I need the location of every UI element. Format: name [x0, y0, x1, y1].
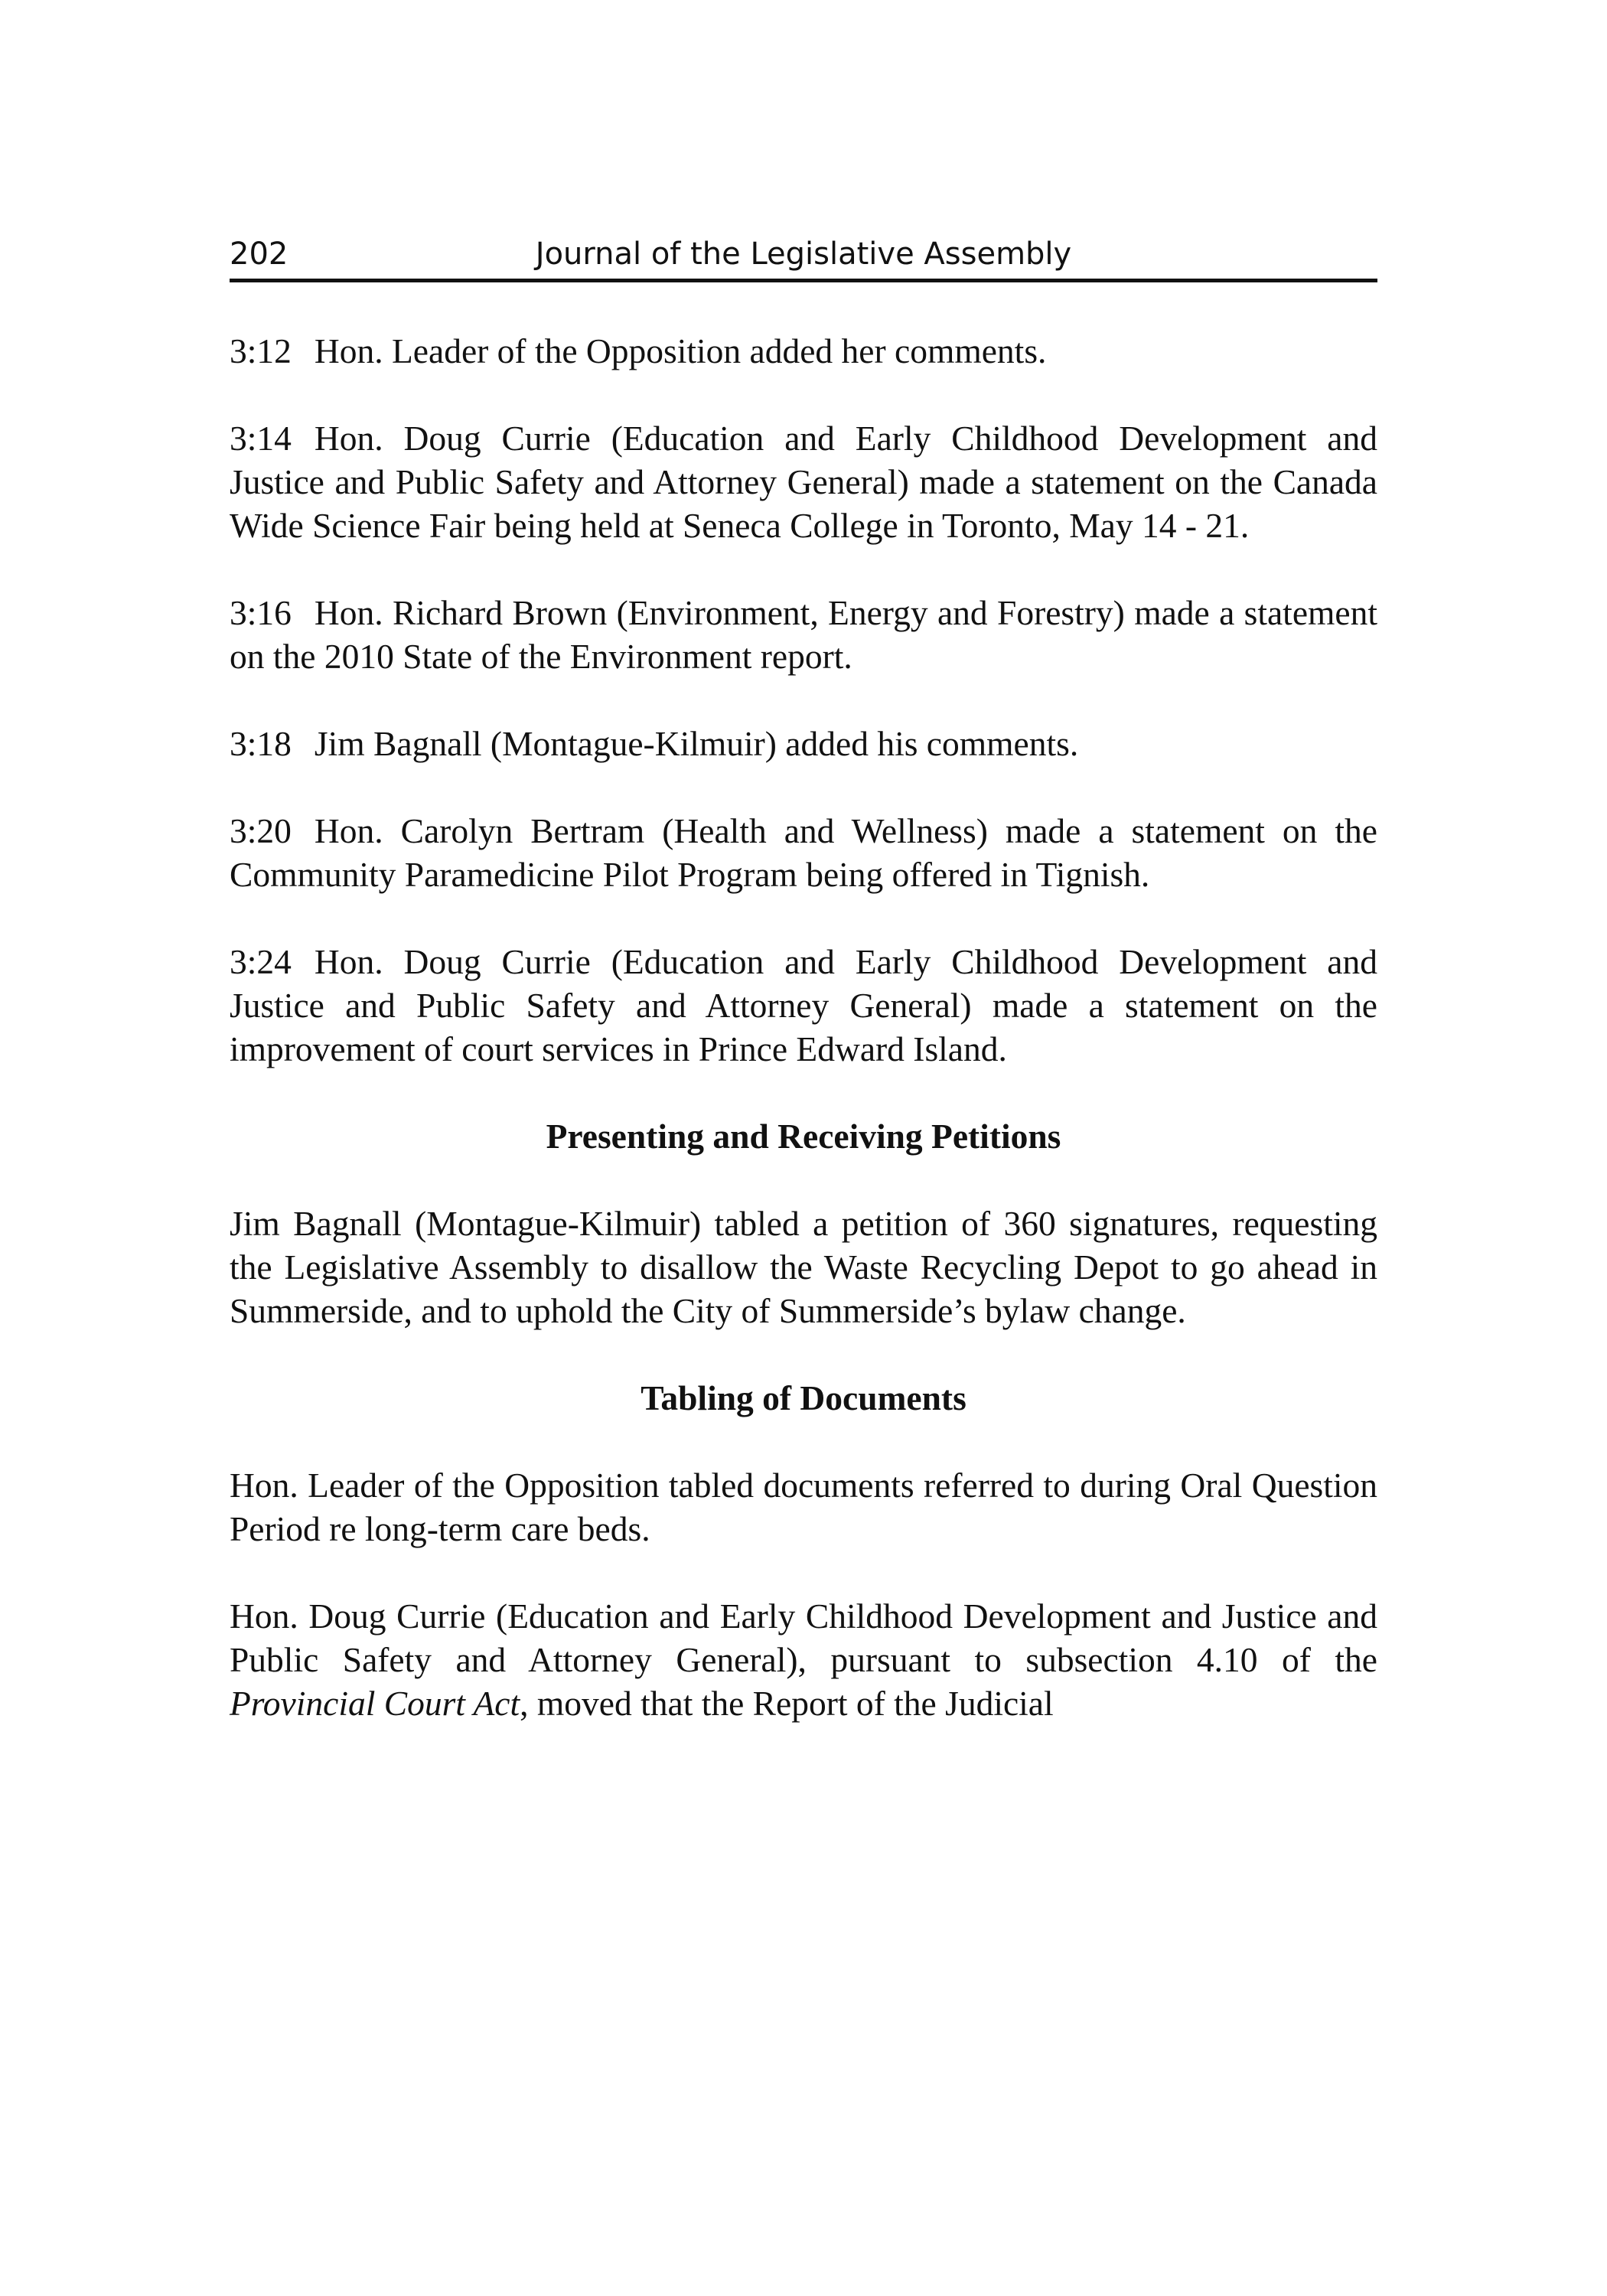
entry-paragraph: [230, 329, 1377, 373]
entry-time: 3:14: [230, 419, 292, 458]
entry-time: 3:24: [230, 942, 292, 981]
section-heading-petitions: Presenting and Receiving Petitions: [546, 1117, 1061, 1156]
entry-time: 3:12: [230, 331, 292, 370]
tabling-text-after: , moved that the Report of the Judicial: [520, 1684, 1054, 1723]
tabling-paragraph-court-act: [230, 1594, 1377, 1725]
entry-text: Hon. Leader of the Opposition added her comments.: [314, 331, 1047, 370]
entry-text: Hon. Doug Currie (Education and Early Childhood Development and Justice and Public Safety and Attorney General) made a statement on the improvement of court services in Prince Edward Island.: [230, 942, 1377, 1068]
entry-text: Hon. Carolyn Bertram (Health and Wellness) made a statement on the Community Paramedicine Pilot Program being offered in Tignish.: [230, 811, 1377, 894]
entry-text: Hon. Doug Currie (Education and Early Childhood Development and Justice and Public Safety and Attorney General) made a statement on the Canada Wide Science Fair being held at Seneca College in Toronto, May 14 - 21.: [230, 419, 1377, 545]
entry-time: 3:18: [230, 724, 292, 763]
entry-time: 3:16: [230, 593, 292, 632]
act-title: Provincial Court Act: [230, 1684, 520, 1723]
entry-paragraph: [230, 591, 1377, 678]
petition-paragraph: Jim Bagnall (Montague-Kilmuir) tabled a petition of 360 signatures, requesting the Legislative Assembly to disallow the Waste Recycling Depot to go ahead in Summerside, and to uphold the City of Summerside’s bylaw change.: [230, 1204, 1377, 1330]
section-heading-tabling: Tabling of Documents: [641, 1378, 966, 1417]
entry-paragraph: [230, 722, 1377, 765]
page-number: 202: [230, 236, 288, 272]
body-text: [230, 329, 1377, 1769]
journal-title: Journal of the Legislative Assembly: [535, 236, 1072, 272]
entry-text: Hon. Richard Brown (Environment, Energy and Forestry) made a statement on the 2010 State of the Environment report.: [230, 593, 1377, 676]
entry-paragraph: [230, 940, 1377, 1071]
entry-time: 3:20: [230, 811, 292, 850]
entry-text: Jim Bagnall (Montague-Kilmuir) added his comments.: [314, 724, 1079, 763]
tabling-paragraph: Hon. Leader of the Opposition tabled documents referred to during Oral Question Period re long-term care beds.: [230, 1466, 1377, 1548]
entry-paragraph: [230, 416, 1377, 547]
entry-paragraph: [230, 809, 1377, 896]
document-page: [230, 0, 1377, 2296]
tabling-text-before: Hon. Doug Currie (Education and Early Childhood Development and Justice and Public Safety and Attorney General), pursuant to subsection 4.10 of the: [230, 1596, 1377, 1679]
running-head: [230, 230, 1377, 282]
